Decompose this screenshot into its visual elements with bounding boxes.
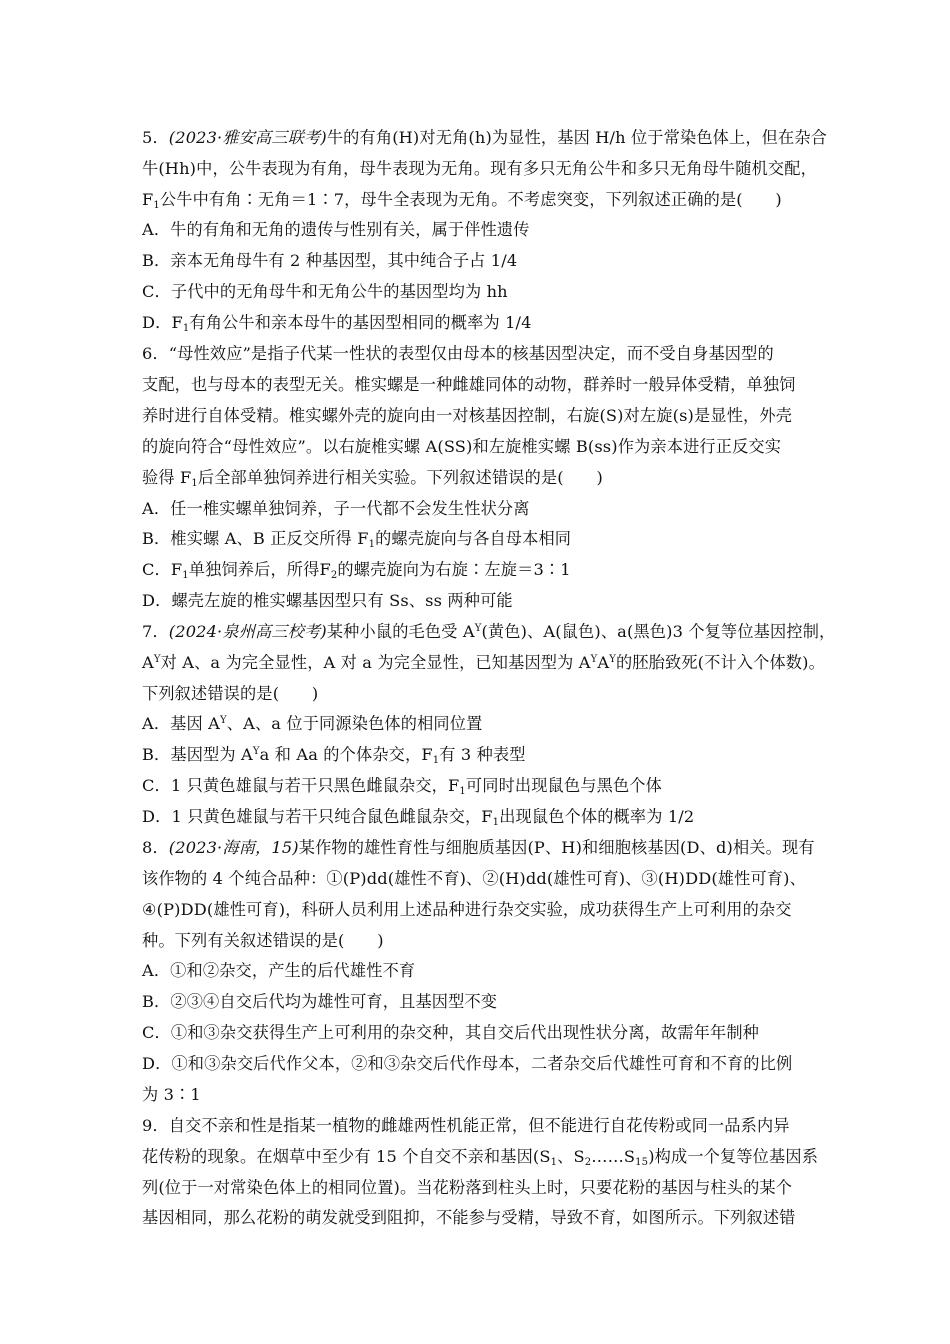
question-5-option-a: A．牛的有角和无角的遗传与性别有关，属于伴性遗传: [142, 220, 530, 239]
question-8-option-d: D．①和③杂交后代作父本，②和③杂交后代作母本，二者杂交后代雄性可育和不育的比例: [142, 1054, 793, 1073]
question-6-line-3: 养时进行自体受精。椎实螺外壳的旋向由一对核基因控制，右旋(S)对左旋(s)是显性，外壳: [142, 406, 793, 425]
question-6-line-5: 验得 $F_1$后全部单独饲养进行相关实验。下列叙述错误的是( ): [142, 468, 603, 489]
question-8-line-3: ④(P)DD(雄性可育)，科研人员利用上述品种进行杂交实验，成功获得生产上可利用的杂交: [142, 900, 792, 919]
question-6-line-2: 支配，也与母本的表型无关。椎实螺是一种雌雄同体的动物，群养时一般异体受精，单独饲: [142, 375, 796, 394]
question-5-option-d: D．$F_1$有角公牛和亲本母牛的基因型相同的概率为 1/4: [142, 313, 532, 334]
question-7-line-1: 7．(2024·泉州高三校考)某种小鼠的毛色受 $A^Y$(黄色)、A(鼠色)、a(黑色)3 个复等位基因控制，: [142, 622, 836, 641]
question-7-line-3: 下列叙述错误的是( ): [142, 684, 319, 703]
question-8-option-c: C．①和③杂交获得生产上可利用的杂交种，其自交后代出现性状分离，故需年年制种: [142, 1023, 760, 1042]
question-7-option-b: B．基因型为 $A^Ya$ 和 Aa 的个体杂交，$F_1$有 3 种表型: [142, 745, 526, 766]
question-6-line-1: 6．“母性效应”是指子代某一性状的表型仅由母本的核基因型决定，而不受自身基因型的: [142, 344, 774, 363]
question-5-line-1: 5．(2023·雅安高三联考)牛的有角(H)对无角(h)为显性，基因 H/h 位于常染色体上，但在杂合: [142, 128, 828, 147]
question-8-option-a: A．①和②杂交，产生的后代雄性不育: [142, 961, 416, 980]
question-9-line-2: 花传粉的现象。在烟草中至少有 15 个自交不亲和基因($S_1$、$S_2\dots\dots S_{15}$)构成一个复等位基因系: [142, 1147, 819, 1168]
question-7-option-a: A．基因 $A^Y$、A、a 位于同源染色体的相同位置: [142, 714, 483, 733]
question-8-option-d-cont: 为 3∶1: [142, 1085, 201, 1104]
question-7-option-d: D．1 只黄色雄鼠与若干只纯合鼠色雌鼠杂交，$F_1$出现鼠色个体的概率为 1/2: [142, 807, 695, 828]
question-9-line-3: 列(位于一对常染色体上的相同位置)。当花粉落到柱头上时，只要花粉的基因与柱头的某个: [142, 1178, 793, 1197]
question-8-option-b: B．②③④自交后代均为雄性可育，且基因型不变: [142, 992, 498, 1011]
question-5-option-b: B．亲本无角母牛有 2 种基因型，其中纯合子占 1/4: [142, 251, 518, 270]
question-6-option-b: B．椎实螺 A、B 正反交所得 $F_1$的螺壳旋向与各自母本相同: [142, 529, 572, 550]
question-8-line-4: 种。下列有关叙述错误的是( ): [142, 931, 384, 950]
question-7-option-c: C．1 只黄色雄鼠与若干只黑色雌鼠杂交，$F_1$可同时出现鼠色与黑色个体: [142, 776, 662, 797]
question-6-option-c: C．$F_1$单独饲养后，所得$F_2$的螺壳旋向为右旋∶左旋＝3∶1: [142, 560, 571, 581]
question-6-line-4: 的旋向符合“母性效应”。以右旋椎实螺 A(SS)和左旋椎实螺 B(ss)作为亲本进行正反交实: [142, 437, 782, 456]
question-8-line-2: 该作物的 4 个纯合品种：①(P)dd(雄性不育)、②(H)dd(雄性可育)、③(H)DD(雄性可育)、: [142, 869, 806, 888]
question-5-line-3: $F_1$公牛中有角∶无角＝1∶7，母牛全表现为无角。不考虑突变，下列叙述正确的是( ): [142, 190, 782, 211]
question-9-line-4: 基因相同，那么花粉的萌发就受到阻抑，不能参与受精，导致不育，如图所示。下列叙述错: [142, 1208, 796, 1227]
question-5-line-2: 牛(Hh)中，公牛表现为有角，母牛表现为无角。现有多只无角公牛和多只无角母牛随机交配，: [142, 159, 817, 178]
question-8-line-1: 8．(2023·海南，15)某作物的雄性育性与细胞质基因(P、H)和细胞核基因(D、d)相关。现有: [142, 838, 815, 857]
question-5-option-c: C．子代中的无角母牛和无角公牛的基因型均为 hh: [142, 282, 508, 301]
question-7-line-2: $A^Y$对 A、a 为完全显性，A 对 a 为完全显性，已知基因型为 $A^YA^Y$的胚胎致死(不计入个体数)。: [142, 653, 825, 672]
question-6-option-d: D．螺壳左旋的椎实螺基因型只有 Ss、ss 两种可能: [142, 591, 513, 610]
question-9-line-1: 9．自交不亲和性是指某一植物的雌雄两性机能正常，但不能进行自花传粉或同一品系内异: [142, 1116, 790, 1135]
question-6-option-a: A．任一椎实螺单独饲养，子一代都不会发生性状分离: [142, 499, 530, 518]
